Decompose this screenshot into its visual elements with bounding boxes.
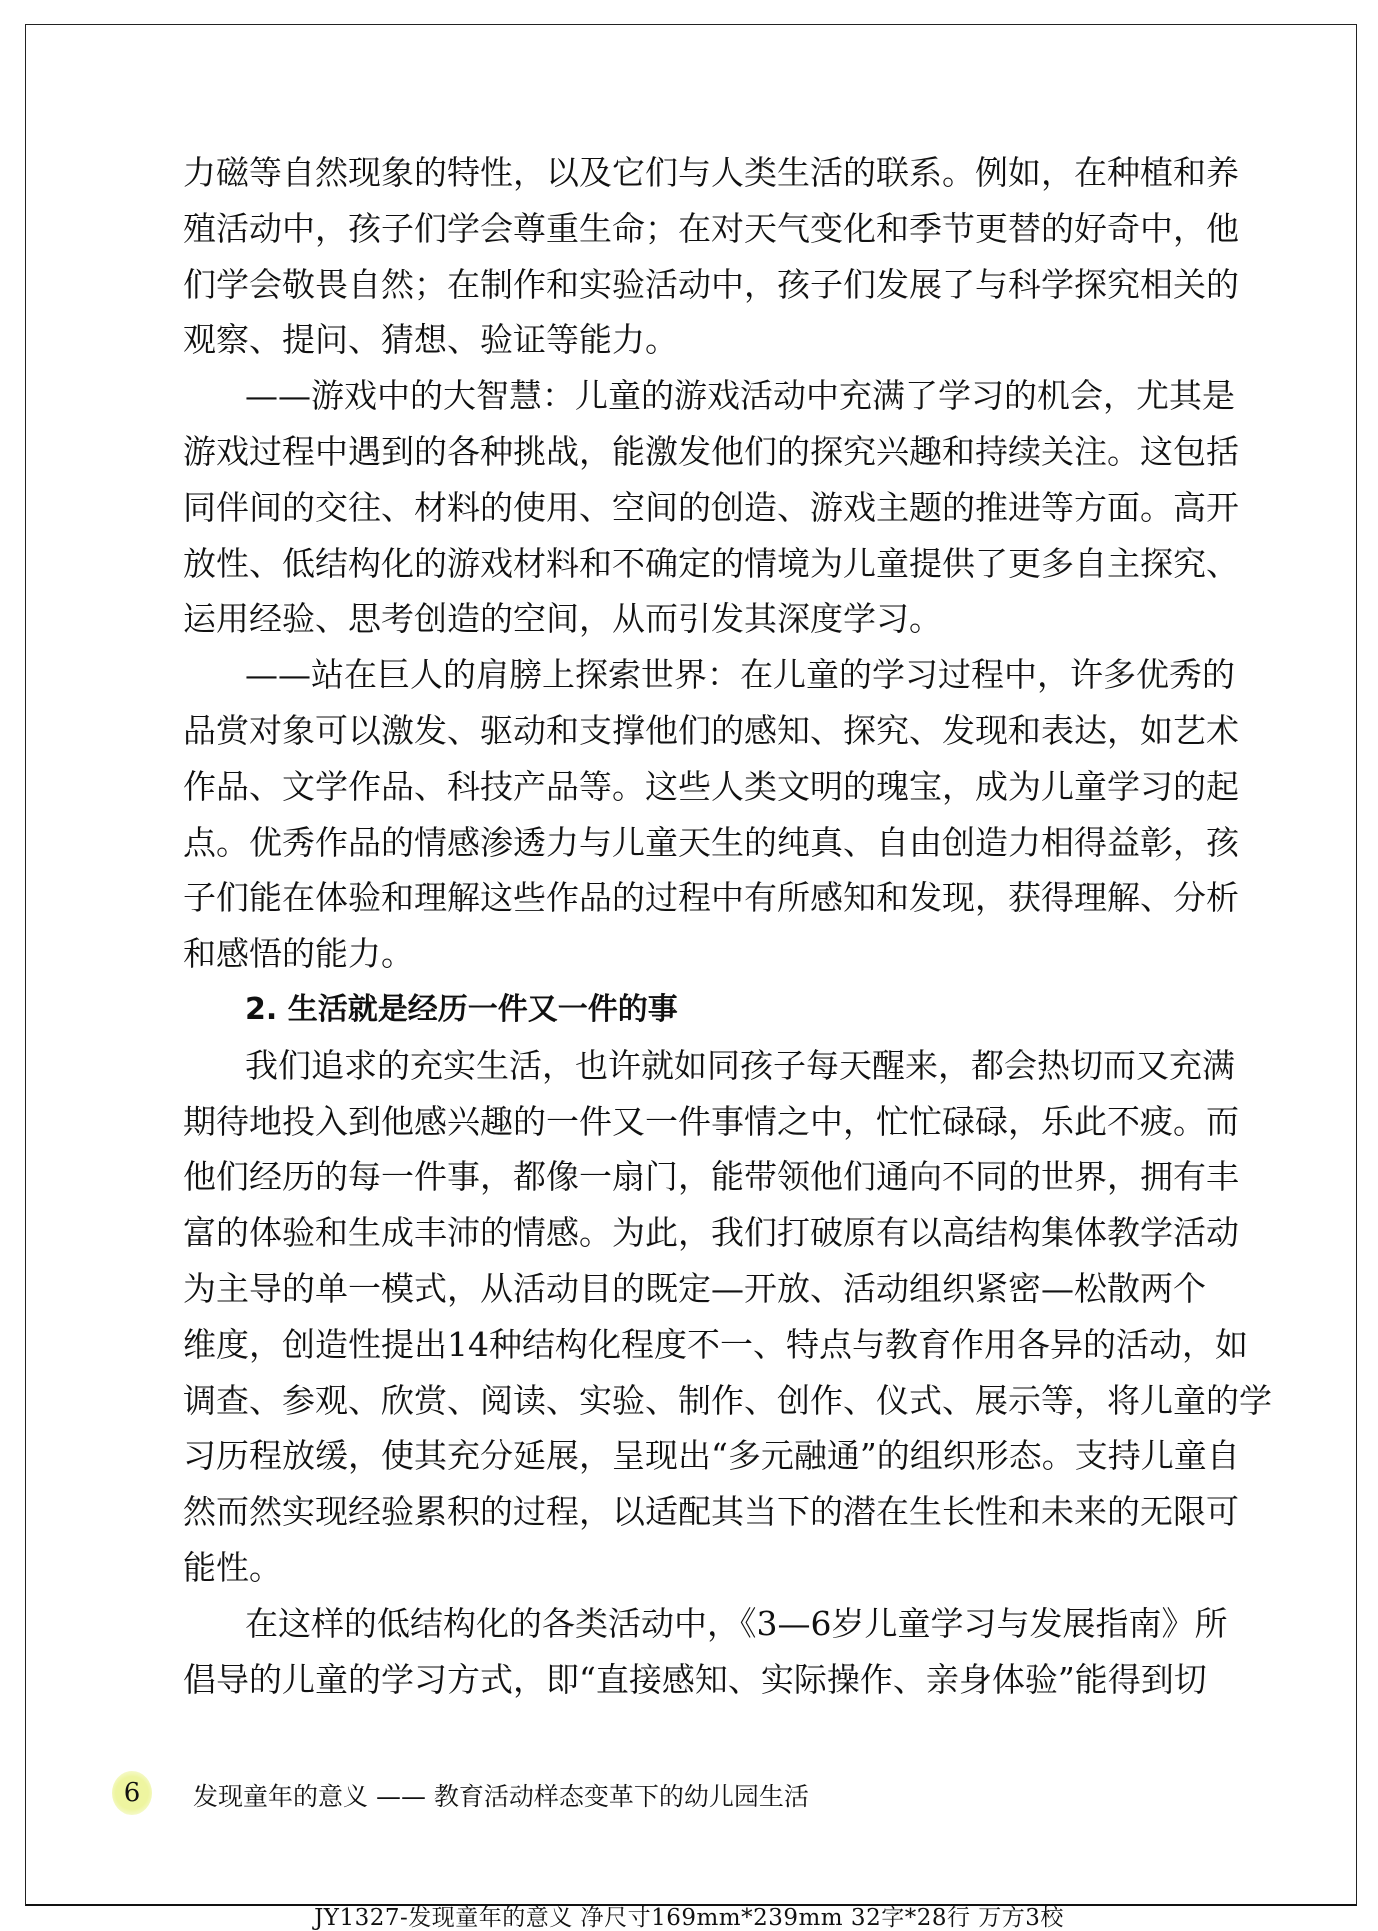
text-line: ——站在巨人的肩膀上探索世界：在儿童的学习过程中，许多优秀的 [245,655,1235,695]
text-line: 同伴间的交往、材料的使用、空间的创造、游戏主题的推进等方面。高开 [183,487,1239,527]
text-line: 点。优秀作品的情感渗透力与儿童天生的纯真、自由创造力相得益彰，孩 [183,822,1239,862]
text-line: 在这样的低结构化的各类活动中，《3—6岁儿童学习与发展指南》所 [245,1603,1228,1643]
text-line: 们学会敬畏自然；在制作和实验活动中，孩子们发展了与科学探究相关的 [183,264,1239,304]
text-line: 运用经验、思考创造的空间，从而引发其深度学习。 [183,599,942,639]
text-line: 能性。 [183,1548,282,1587]
text-line: 游戏过程中遇到的各种挑战，能激发他们的探究兴趣和持续关注。这包括 [183,432,1239,471]
text-line: 品赏对象可以激发、驱动和支撑他们的感知、探究、发现和表达，如艺术 [183,711,1239,750]
text-line: 他们经历的每一件事，都像一扇门，能带领他们通向不同的世界，拥有丰 [183,1157,1239,1197]
text-line: 作品、文学作品、科技产品等。这些人类文明的瑰宝，成为儿童学习的起 [183,766,1239,806]
text-line: 维度，创造性提出14种结构化程度不一、特点与教育作用各异的活动，如 [183,1324,1248,1364]
print-slug: JY1327-发现童年的意义 净尺寸169mm*239mm 32字*28行 万方3校 [314,1905,1064,1931]
text-line: 期待地投入到他感兴趣的一件又一件事情之中，忙忙碌碌，乐此不疲。而 [183,1101,1239,1141]
page-number: 6 [112,1771,152,1815]
text-line: 子们能在体验和理解这些作品的过程中有所感知和发现，获得理解、分析 [183,878,1239,918]
text-line: 倡导的儿童的学习方式，即“直接感知、实际操作、亲身体验”能得到切 [183,1659,1207,1699]
text-line: 力磁等自然现象的特性，以及它们与人类生活的联系。例如，在种植和养 [183,153,1239,192]
text-line: 观察、提问、猜想、验证等能力。 [183,320,678,360]
text-line: 我们追求的充实生活，也许就如同孩子每天醒来，都会热切而又充满 [245,1045,1235,1085]
text-line: 为主导的单一模式，从活动目的既定—开放、活动组织紧密—松散两个 [183,1269,1206,1308]
text-line: 习历程放缓，使其充分延展，呈现出“多元融通”的组织形态。支持儿童自 [183,1436,1240,1476]
section-heading: 2. 生活就是经历一件又一件的事 [245,992,678,1027]
text-line: 放性、低结构化的游戏材料和不确定的情境为儿童提供了更多自主探究、 [183,543,1239,583]
text-line: 富的体验和生成丰沛的情感。为此，我们打破原有以高结构集体教学活动 [183,1213,1239,1253]
text-line: 调查、参观、欣赏、阅读、实验、制作、创作、仪式、展示等，将儿童的学 [183,1380,1272,1420]
running-title: 发现童年的意义 —— 教育活动样态变革下的幼儿园生活 [193,1782,809,1811]
text-line: 然而然实现经验累积的过程，以适配其当下的潜在生长性和未来的无限可 [183,1492,1239,1532]
text-line: 殖活动中，孩子们学会尊重生命；在对天气变化和季节更替的好奇中，他 [183,208,1239,248]
text-line: 和感悟的能力。 [183,934,414,974]
text-line: ——游戏中的大智慧：儿童的游戏活动中充满了学习的机会，尤其是 [245,376,1235,416]
